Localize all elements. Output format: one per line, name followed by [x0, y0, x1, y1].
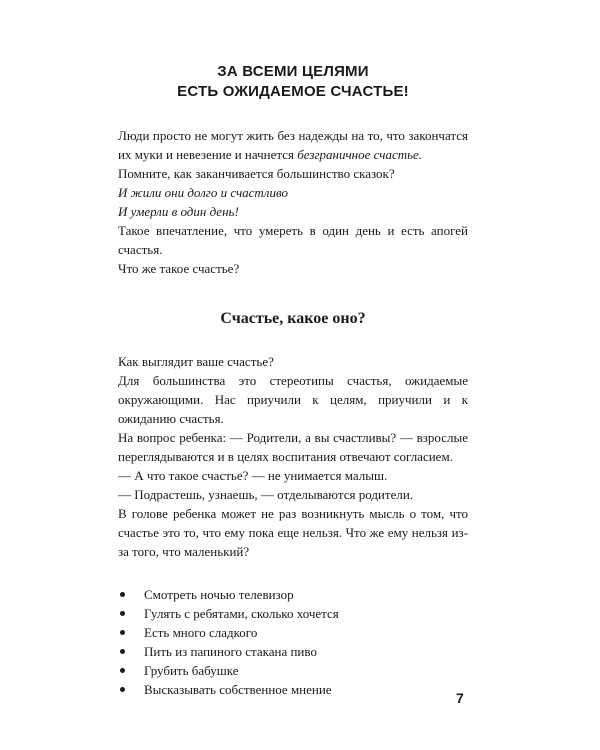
- paragraph-italic-line: И жили они долго и счастливо: [118, 185, 288, 200]
- paragraph: Такое впечатление, что умереть в один день и есть апогей счастья.: [118, 223, 468, 257]
- bullet-list: [118, 585, 468, 699]
- paragraph-italic-line: И умерли в один день!: [118, 204, 239, 219]
- list-item: Гулять с ребятами, сколько хочется: [118, 604, 468, 623]
- section-title: Счастье, какое оно?: [220, 310, 366, 327]
- paragraph: Что же такое счастье?: [118, 261, 240, 276]
- paragraph: Для большинства это стереотипы счастья, ожидаемые окружающими. Нас приучили к целям, приучили и к ожиданию счастья.: [118, 373, 468, 426]
- bullet-icon: [120, 649, 125, 654]
- list-item: Смотреть ночью телевизор: [118, 585, 468, 604]
- chapter-title-line-1: ЗА ВСЕМИ ЦЕЛЯМИ: [217, 63, 369, 80]
- bullet-icon: [120, 668, 125, 673]
- list-item: Есть много сладкого: [118, 623, 468, 642]
- list-item: Грубить бабушке: [118, 661, 468, 680]
- paragraph-text: Люди просто не могут жить без надежды на то, что закончатся их муки и невезение и начнется: [118, 128, 468, 162]
- page-content: [118, 62, 468, 699]
- bullet-icon: [120, 630, 125, 635]
- paragraph: — А что такое счастье? — не унимается малыш.: [118, 468, 388, 483]
- list-item: Высказывать собственное мнение: [118, 680, 468, 699]
- paragraph-italic: безграничное счастье.: [297, 147, 423, 162]
- chapter-title: [118, 62, 468, 102]
- paragraph: На вопрос ребенка: — Родители, а вы счастливы? — взрослые переглядываются и в целях воспитания отвечают согласием.: [118, 430, 468, 464]
- paragraph: В голове ребенка может не раз возникнуть мысль о том, что счастье это то, что ему пока еще нельзя. Что же ему нельзя из-за того, что маленький?: [118, 506, 468, 559]
- paragraph: — Подрастешь, узнаешь, — отделываются родители.: [118, 487, 414, 502]
- list-item: Пить из папиного стакана пиво: [118, 642, 468, 661]
- bullet-icon: [120, 611, 125, 616]
- paragraph: Как выглядит ваше счастье?: [118, 354, 274, 369]
- bullet-icon: [120, 592, 125, 597]
- paragraph: [118, 126, 468, 164]
- paragraph: Помните, как заканчивается большинство сказок?: [118, 166, 395, 181]
- page-number: 7: [456, 690, 464, 706]
- bullet-icon: [120, 687, 125, 692]
- chapter-title-line-2: ЕСТЬ ОЖИДАЕМОЕ СЧАСТЬЕ!: [177, 83, 409, 100]
